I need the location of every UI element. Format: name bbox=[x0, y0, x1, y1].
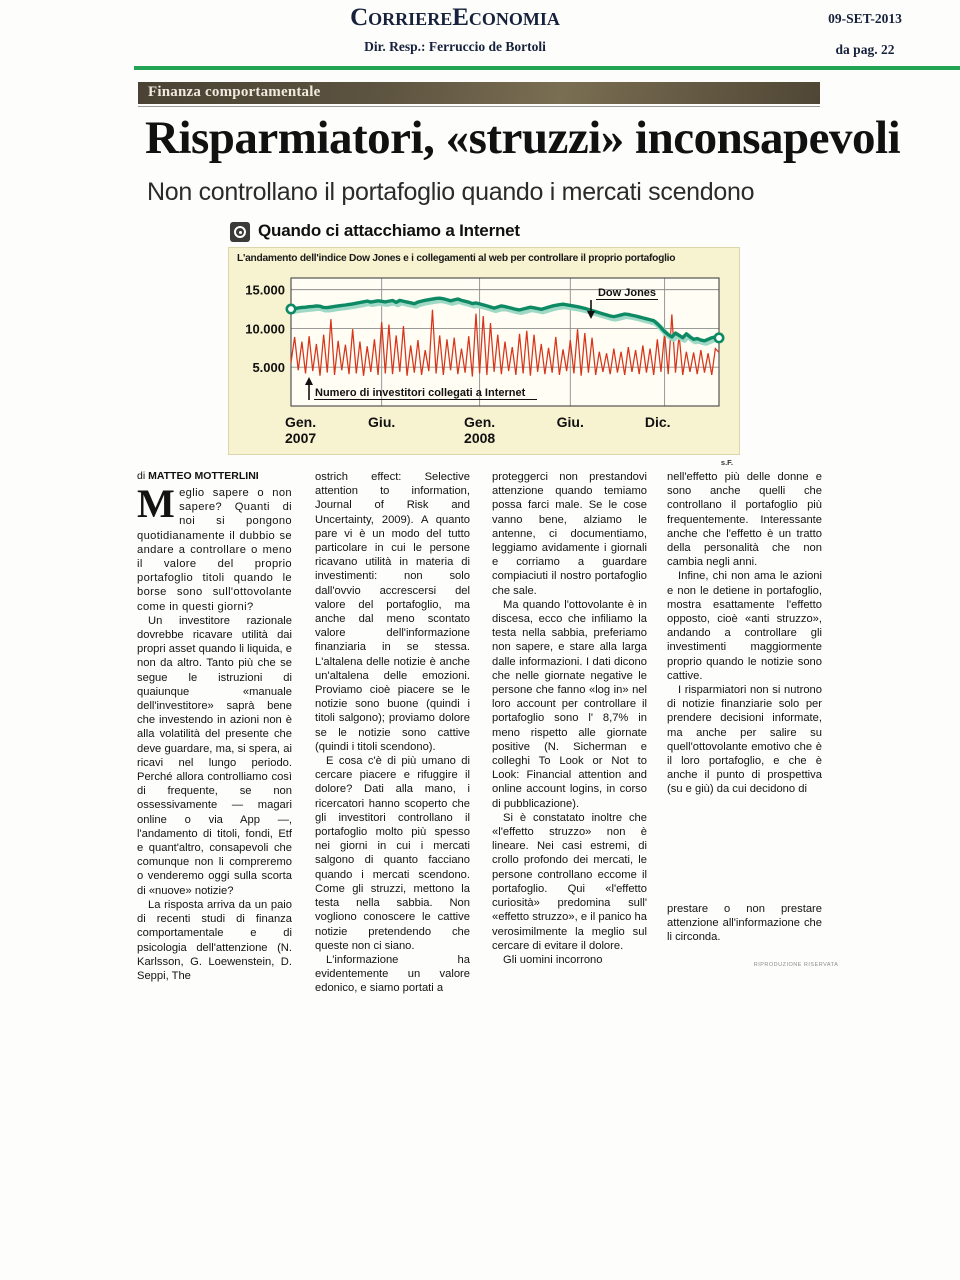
article-column-1 bbox=[137, 481, 292, 983]
byline-prefix: di bbox=[137, 470, 149, 482]
article-paragraph: Ma quando l'ottovolante è in discesa, ecco che infiliamo la testa nella sabbia, preferiamo non sapere, e stare alla larga dalle informazioni. I dati dicono che nelle giornate negative le persone che fanno «log in» nel loro account per controllare il portafoglio sono l' 8,7% in meno rispetto alle giornate positive (N. Sicherman e colleghi To Look or Not to Look: Financial attention and online account logins, in corso di pubblicazione). bbox=[492, 598, 647, 810]
svg-text:Numero di investitori collegat: Numero di investitori collegati a Internet bbox=[315, 387, 526, 399]
byline-author: MATTEO MOTTERLINI bbox=[148, 470, 259, 482]
section-kicker-label: Finanza comportamentale bbox=[148, 84, 321, 100]
infographic-body bbox=[228, 247, 740, 467]
chart-area bbox=[229, 270, 741, 456]
article-paragraph: Infine, chi non ama le azioni e non le detiene in portafoglio, mostra esattamente l'effetto opposto, cioè «anti struzzo», andando a controllare gli investimenti maggiormente proprio quando le notizie sono cattive. bbox=[667, 570, 822, 682]
infographic bbox=[228, 220, 740, 467]
article-paragraph: proteggerci non prestandovi attenzione quando temiamo possa farci male. Se le cose vanno bene, alziamo le antenne, ci documentiamo, leggiamo avidamente i giornali e corriamo a guardare compiaciuti il nostro portafoglio che sale. bbox=[492, 471, 647, 597]
article-column-3 bbox=[492, 470, 647, 967]
masthead-page-reference: da pag. 22 bbox=[835, 42, 895, 57]
article-paragraph: ostrich effect: Selective attention to information, Journal of Risk and Uncertainty, 2009). A quanto pare vi è un modo del tutto particolare in cui le persone ricavano utilità in materia di investimenti: non solo dall'ovvio accrescersi del valore del portafoglio, ma anche dal meno scontato valore dell'informazione finanziaria in se stessa. L'altalena delle notizie è anche un'altalena delle emozioni. Proviamo cioè piacere se le notizie sono buone (quindi i titoli salgono); proviamo dolore se le notizie sono cattive (quindi i titoli scendono). bbox=[315, 471, 470, 753]
article-paragraph: Gli uomini incorrono bbox=[503, 953, 603, 966]
dropcap: M bbox=[137, 481, 176, 526]
svg-text:Dow Jones: Dow Jones bbox=[597, 287, 657, 299]
article-paragraph: Si è constatato inoltre che «l'effetto struzzo» non è lineare. Nei casi estremi, di crollo profondo dei mercati, le persone controllano eccome il portafoglio. Qui «l'effetto curiosità» predomina sull' «effetto struzzo», e il panico ha verosimilmente la meglio sul cercare di evitare il dolore. bbox=[492, 811, 647, 952]
infographic-subtitle: L'andamento dell'indice Dow Jones e i collegamenti al web per controllare il proprio portafoglio bbox=[237, 253, 676, 264]
svg-text:Gen.: Gen. bbox=[464, 414, 496, 430]
target-icon bbox=[230, 222, 250, 242]
svg-text:Gen.: Gen. bbox=[285, 414, 317, 430]
svg-text:Dic.: Dic. bbox=[644, 414, 671, 430]
article-paragraph: L'informazione ha evidentemente un valore edonico, e siamo portati a bbox=[315, 953, 470, 995]
article-paragraph: Un investitore razionale dovrebbe ricavare utilità dai propri asset quando li liquida, e non da altro. Tanto più che se segue le istruzioni di quaiunque «manuale dell'investitore» saprà bene che investendo in azioni non è alla volatilità del presente che deve guardare, ma, si spera, ai ricavi nel lungo periodo. Perché allora controlliamo così di frequente, se non ossessivamente — magari online o via App —, l'andamento di titoli, fondi, Etf e quant'altro, consapevoli che comunque non li compreremo o venderemo oggi sulla scorta di «nuove» notizie? bbox=[137, 614, 292, 897]
chart-credit: s.F. bbox=[720, 458, 733, 467]
article-paragraph: nell'effetto più delle donne e sono anche quelli che controllano il portafoglio più frequentemente. Interessante anche che l'effetto è un tratto della personalità che non cambia negli anni. bbox=[667, 471, 822, 569]
svg-text:2008: 2008 bbox=[464, 430, 496, 446]
page-title: Risparmiatori, «struzzi» inconsapevoli bbox=[145, 112, 901, 164]
masthead-title: CorriereEconomia bbox=[350, 4, 560, 31]
svg-text:10.000: 10.000 bbox=[245, 321, 285, 337]
masthead-divider bbox=[134, 66, 960, 70]
masthead-date: 09-SET-2013 bbox=[828, 11, 902, 26]
infographic-title: Quando ci attacchiamo a Internet bbox=[258, 221, 520, 240]
copyright-notice: RIPRODUZIONE RISERVATA bbox=[753, 962, 839, 968]
masthead-director: Dir. Resp.: Ferruccio de Bortoli bbox=[364, 39, 546, 54]
svg-text:5.000: 5.000 bbox=[252, 360, 285, 376]
article-column-4 bbox=[667, 470, 822, 797]
article-paragraph bbox=[137, 481, 292, 614]
article-paragraph: La risposta arriva da un paio di recenti studi di finanza comportamentale e di psicologia dell'attenzione (N. Karlsson, G. Loewenstein, D. Seppi, The bbox=[137, 898, 292, 982]
svg-text:15.000: 15.000 bbox=[245, 282, 285, 298]
svg-text:Giu.: Giu. bbox=[368, 414, 396, 430]
paragraph-text: eglio sapere o non sapere? Quanti di noi si pongono quotidianamente il dubbio se andare a controllare o meno il valore del proprio portafoglio titoli quando le borse sono sull'ottovolante come in questi giorni? bbox=[137, 487, 292, 613]
svg-text:2007: 2007 bbox=[285, 430, 317, 446]
masthead bbox=[135, 4, 955, 62]
page-subtitle: Non controllano il portafoglio quando i mercati scendono bbox=[147, 178, 755, 206]
infographic-header bbox=[228, 220, 740, 246]
article-paragraph: E cosa c'è di più umano di cercare piacere e rifuggire il dolore? Dati alla mano, i ricercatori hanno scoperto che gli investitori controllano il portafoglio molto più spesso nei giorni in cui i mercati salgono di quanto facciano quando i mercati scendono. Come gli struzzi, mettono la testa nella sabbia. Non vogliono conoscere le cattive notizie pretendendo che queste non ci siano. bbox=[315, 755, 470, 952]
svg-text:Giu.: Giu. bbox=[556, 414, 584, 430]
section-kicker-bar bbox=[138, 82, 820, 104]
kicker-underline bbox=[138, 106, 820, 107]
dow-jones-internet-chart bbox=[229, 270, 741, 456]
article-paragraph: I risparmiatori non si nutrono di notizie finanziarie solo per prendere decisioni informate, ma anche per salire su quell'ottovolante emotivo che è il loro portafoglio, e che è anche il punto di prospettiva (su e giù) da cui decidono di bbox=[667, 684, 822, 796]
article-closing-paragraph: prestare o non prestare attenzione all'informazione che li circonda. bbox=[667, 903, 822, 944]
article-column-2 bbox=[315, 470, 470, 996]
